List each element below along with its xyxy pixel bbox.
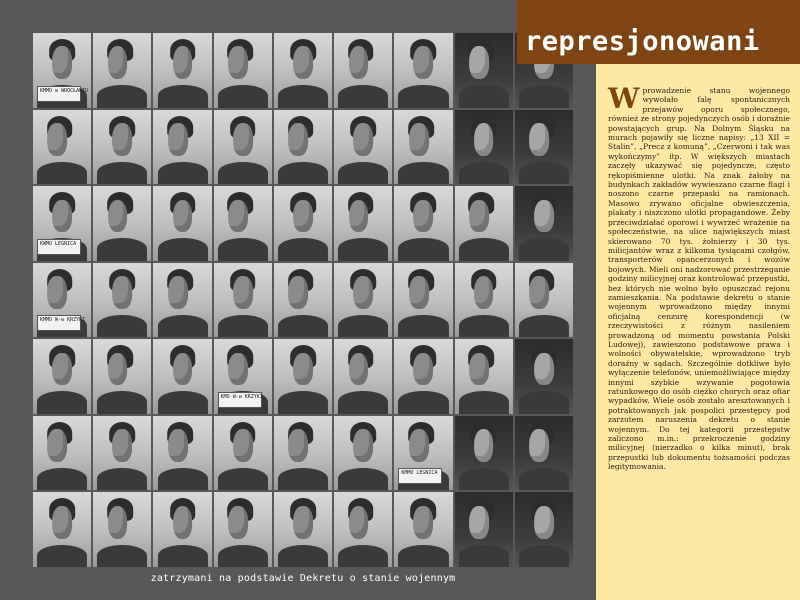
mugshot-photo [394, 339, 452, 414]
mugshot-photo [274, 186, 332, 261]
mugshot-photo [455, 492, 513, 567]
mugshot-photo [515, 339, 573, 414]
article-body [608, 82, 790, 472]
mugshot-photo [394, 33, 452, 108]
mugshot-photo [33, 339, 91, 414]
mugshot-photo [33, 416, 91, 491]
mugshot-photo [153, 492, 211, 567]
mugshot-photo [214, 33, 272, 108]
mugshot-photo [214, 416, 272, 491]
mugshot-photo [394, 263, 452, 338]
mugshot-photo [394, 110, 452, 185]
mugshot-photo [515, 186, 573, 261]
mugshot-photo [455, 186, 513, 261]
page-title: represjonowani [525, 26, 760, 57]
mugshot-photo [515, 416, 573, 491]
mugshot-photo [394, 186, 452, 261]
mugshot-photo [394, 416, 452, 491]
mugshot-photo [334, 263, 392, 338]
mugshot-photo [455, 339, 513, 414]
id-placard: KMMO W-w KRZYKI [37, 315, 81, 331]
mugshot-photo [33, 263, 91, 338]
photo-caption: zatrzymani na podstawie Dekretu o stanie wojennym [150, 573, 456, 584]
mugshot-photo [455, 110, 513, 185]
mugshot-photo [394, 492, 452, 567]
mugshot-photo [334, 33, 392, 108]
mugshot-photo [334, 492, 392, 567]
mugshot-photo [93, 186, 151, 261]
mugshot-photo [274, 110, 332, 185]
mugshot-photo [153, 263, 211, 338]
mugshot-photo [93, 110, 151, 185]
drop-cap: W [608, 82, 640, 115]
id-placard: KWMO LEGNICA [37, 239, 81, 255]
mugshot-photo [153, 186, 211, 261]
mugshot-photo [455, 263, 513, 338]
mugshot-photo [274, 263, 332, 338]
mugshot-photo [214, 339, 272, 414]
mugshot-photo [334, 110, 392, 185]
mugshot-photo [515, 492, 573, 567]
mugshot-photo [334, 186, 392, 261]
mugshot-photo [33, 110, 91, 185]
mugshot-photo [153, 33, 211, 108]
mugshot-photo [93, 33, 151, 108]
mugshot-photo [153, 339, 211, 414]
id-placard: KMO W-w KRZYKI [218, 392, 262, 408]
mugshot-photo [33, 492, 91, 567]
text-panel [596, 64, 800, 600]
article-text: prowadzenie stanu wojennego wywołało falę spontanicznych przejawów oporu społecznego, również ze strony pojedynczych osób i doraźnie powstających grup. Na Dolnym Śląsku na murach pojawiły się liczne napisy: „13 XII = Stalin”, „Precz z komuną”, „Czerwoni i tak was wykończymy” itp. W większych miastach zaczęły ukazywać się pojedyncze, często rękopiśmienne ulotki. Na znak żałoby na budynkach zakładów wywieszano czarne flagi i noszono czarne przepaski na ramionach. Masowo zrywano oficjalne obwieszczenia, plakaty i niszczono ulotki propagandowe. Żeby przeciwdziałać oporowi i wywrzeć wrażenie na społeczeństwie, na ulice największych miast skierowano 70 tys. żołnierzy i 30 tys. milicjantów wraz z kilkoma tysiącami czołgów, transporterów opancerzonych i wozów bojowych. Mieli oni nadzorować przestrzeganie godziny milicyjnej oraz kontrolować przepustki, bez których nie wolno było opuszczać rejonu zamieszkania. Na podstawie dekretu o stanie wojennym wprowadzono między innymi oficjalną cenzurę korespondencji (w rzeczywistości z różnym nasileniem prowadzoną od momentu powstania Polski Ludowej), zawieszono podstawowe prawa i wolności obywatelskie, wprowadzono tryb doraźny w sądach. Szczególnie dotkliwe było wyłączenie telefonów, uniemożliwiające między innymi szybkie wzywanie pogotowia ratunkowego do osób ciężko chorych oraz ofiar wypadków. Wiele osób zostało aresztowanych i potraktowanych jak pospolici przestępcy pod zarzutem naruszenia dekretu o stanie wojennym. Do tej kategorii przestępstw zaliczono m.in.: przekroczenie godziny milicyjnej (nierzadko o kilka minut), brak przepustki lub dokumentu tożsamości podczas legitymowania. [608, 86, 790, 472]
mugshot-photo [153, 110, 211, 185]
mugshot-photo [214, 110, 272, 185]
mugshot-photo [515, 263, 573, 338]
mugshot-photo [153, 416, 211, 491]
mugshot-photo [33, 186, 91, 261]
mugshot-photo [334, 416, 392, 491]
mugshot-photo [93, 339, 151, 414]
mugshot-photo [214, 263, 272, 338]
header-band [517, 0, 800, 64]
mugshot-grid [33, 33, 573, 567]
mugshot-photo [93, 263, 151, 338]
mugshot-photo [93, 416, 151, 491]
id-placard: KMMO w WROCŁAWIU [37, 86, 81, 102]
mugshot-photo [455, 33, 513, 108]
mugshot-photo [214, 492, 272, 567]
mugshot-photo [274, 339, 332, 414]
mugshot-photo [33, 33, 91, 108]
mugshot-photo [274, 492, 332, 567]
mugshot-photo [214, 186, 272, 261]
mugshot-photo [334, 339, 392, 414]
mugshot-photo [274, 33, 332, 108]
id-placard: KMMO LEGNICA [398, 468, 442, 484]
mugshot-photo [515, 110, 573, 185]
mugshot-photo [274, 416, 332, 491]
mugshot-photo [455, 416, 513, 491]
mugshot-photo [93, 492, 151, 567]
